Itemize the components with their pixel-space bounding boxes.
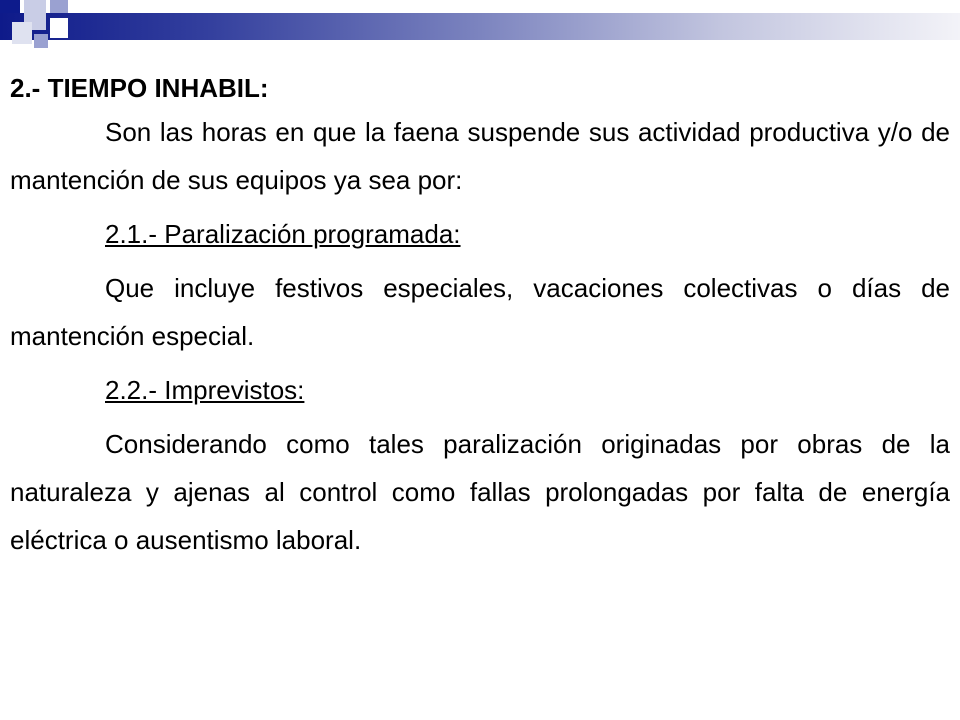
decor-square (34, 34, 48, 48)
slide-content (10, 68, 950, 570)
subsection-title-text: 2.1.- Paralización programada: (105, 219, 461, 249)
subsection-title-text: 2.2.- Imprevistos: (105, 375, 305, 405)
decor-square (12, 22, 32, 44)
intro-paragraph: Son las horas en que la faena suspende sus actividad productiva y/o de mantención de sus equipos ya sea por: (10, 117, 950, 195)
subsection-paragraph: Que incluye festivos especiales, vacaciones colectivas o días de mantención especial. (10, 273, 950, 351)
subsection-paragraph: Considerando como tales paralización originadas por obras de la naturaleza y ajenas al control como fallas prolongadas por falta de energía eléctrica o ausentismo laboral. (10, 429, 950, 555)
decor-square (0, 0, 20, 13)
subsection-title (10, 366, 950, 414)
slide-heading: 2.- TIEMPO INHABIL: (10, 73, 269, 103)
decor-square (50, 0, 68, 13)
decor-square (50, 18, 68, 38)
subsection-title (10, 210, 950, 258)
header-gradient-bar (0, 13, 960, 40)
